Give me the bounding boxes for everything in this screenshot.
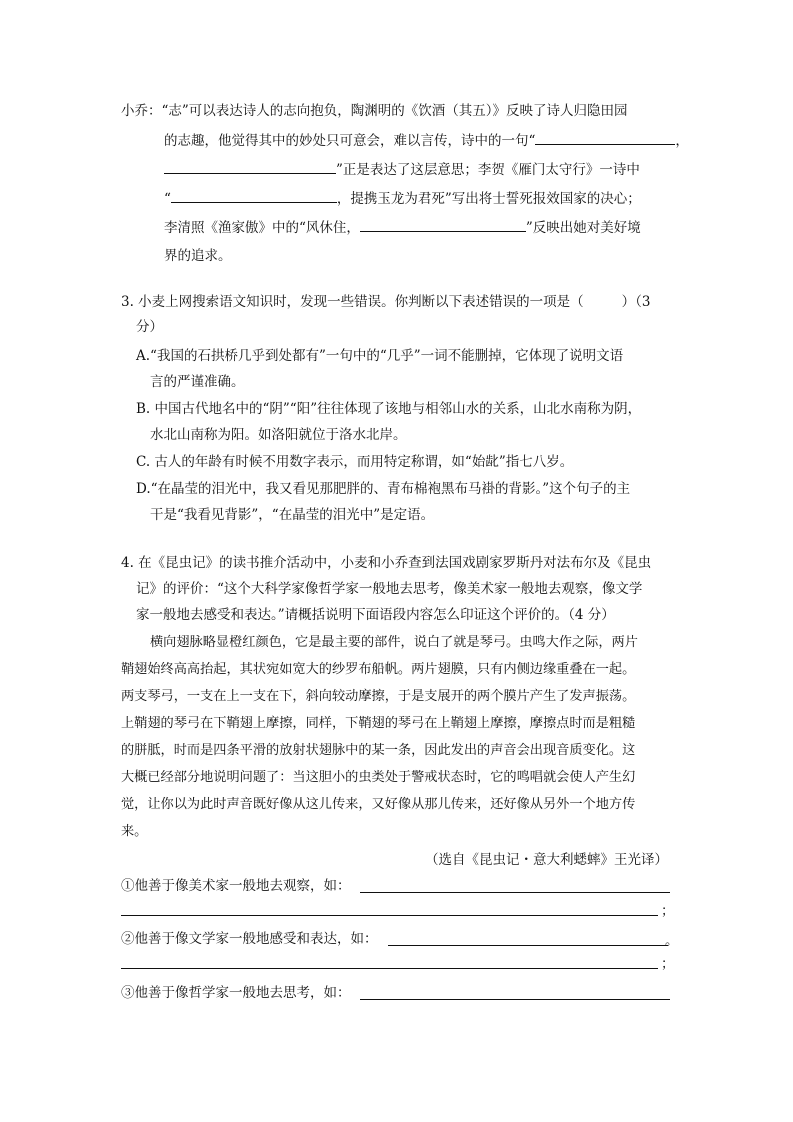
q3-stem-text: 3. 小麦上网搜索语文知识时，发现一些错误。你判断以下表述错误的一项是（ (121, 294, 584, 310)
q2-line-5-text: 李清照《渔家傲》中的“风休住， (164, 220, 360, 236)
q2-line-2-comma: ， (675, 133, 689, 149)
q4-passage-line: 的胼胝，时而是四条平滑的放射状翅脉中的某一条，因此发出的声音会出现音质变化。这 (121, 743, 636, 758)
q2-line-1: 小乔：“志”可以表达诗人的志向抱负，陶渊明的《饮酒（其五）》反映了诗人归隐田园 (121, 103, 628, 119)
answer-line-2b[interactable] (121, 968, 658, 969)
q2-line-4-text: ，提携玉龙为君死”写出将士誓死报效国家的决心； (336, 191, 641, 207)
q4-answer-1-semicolon: ； (661, 903, 675, 919)
q2-line-6: 界的追求。 (164, 248, 232, 264)
q3-option-d-cont: 干是“我看见背影”，“在晶莹的泪光中”是定语。 (150, 507, 435, 523)
q4-answer-3-label: ③他善于像哲学家一般地去思考，如： (121, 985, 351, 1001)
q3-option-a-cont: 言的严谨准确。 (150, 374, 245, 390)
answer-blank[interactable] (535, 131, 675, 145)
q4-passage-line: 觉，让你以为此时声音既好像从这儿传来，又好像从那儿传来，还好像从另外一个地方传 (121, 797, 636, 812)
answer-line-2a[interactable] (388, 945, 668, 946)
answer-line-1a[interactable] (360, 892, 670, 893)
answer-blank[interactable] (360, 218, 526, 232)
answer-line-1b[interactable] (121, 915, 658, 916)
q4-answer-2-semicolon: ； (661, 956, 675, 972)
q4-source: （选自《昆虫记・意大利蟋蟀》王光译） (425, 852, 668, 868)
q4-stem-2: 记》的评价：“这个大科学家像哲学家一般地去思考，像美术家一般地去观察，像文学 (136, 581, 643, 597)
q4-answer-2-label: ②他善于像文学家一般地感受和表达，如： (121, 931, 378, 947)
q2-line-3 (164, 160, 640, 179)
q3-stem-score: ）（3 (621, 294, 651, 310)
q3-stem-2: 分） (136, 319, 163, 335)
q3-option-d: D.“在晶莹的泪光中，我又看见那肥胖的、青布棉袍黑布马褂的背影。”这个句子的主 (136, 481, 631, 497)
q4-passage-line: 大概已经部分地说明问题了：当这胆小的虫类处于警戒状态时，它的鸣唱就会使人产生幻 (121, 770, 636, 785)
q2-line-5-tail: ”反映出她对美好境 (525, 220, 641, 236)
q4-passage-line: 横向翅脉略显橙红颜色，它是最主要的部件，说白了就是琴弓。虫鸣大作之际，两片 (150, 635, 638, 650)
q3-option-a: A.“我国的石拱桥几乎到处都有”一句中的“几乎”一词不能删掉，它体现了说明文语 (136, 348, 624, 364)
q2-line-5 (164, 218, 641, 237)
q3-option-b-cont: 水北山南称为阳。如洛阳就位于洛水北岸。 (150, 427, 407, 443)
q4-passage-line: 来。 (121, 824, 148, 839)
answer-blank[interactable] (164, 160, 336, 174)
q4-passage-line: 两支琴弓，一支在上一支在下，斜向较动摩擦，于是支展开的两个膜片产生了发声振荡。 (121, 689, 636, 704)
q4-passage-line: 鞘翅始终高高抬起，其状宛如宽大的纱罗布船帆。两片翅膜，只有内侧边缘重叠在一起。 (121, 662, 636, 677)
q2-line-2 (164, 131, 689, 150)
q4-answer-1-label: ①他善于像美术家一般地去观察，如： (121, 878, 351, 894)
q4-answer-2-dot: 。 (665, 933, 679, 949)
q3-stem (121, 293, 651, 311)
q4-passage-line: 上鞘翅的琴弓在下鞘翅上摩擦，同样，下鞘翅的琴弓在上鞘翅上摩擦，摩擦点时而是粗糙 (121, 716, 636, 731)
q3-option-b: B. 中国古代地名中的“阴”“阳”往往体现了该地与相邻山水的关系，山北水南称为阴， (136, 401, 642, 417)
q2-line-2-text: 的志趣，他觉得其中的妙处只可意会，难以言传，诗中的一句“ (164, 133, 536, 149)
q2-line-3-text: ”正是表达了这层意思；李贺《雁门太守行》一诗中 (336, 162, 640, 178)
q4-stem-1: 4. 在《昆虫记》的读书推介活动中，小麦和小乔查到法国戏剧家罗斯丹对法布尔及《昆虫 (121, 555, 652, 571)
answer-paren-blank[interactable] (584, 293, 622, 306)
answer-blank[interactable] (171, 189, 337, 203)
answer-line-3a[interactable] (360, 999, 670, 1000)
q2-line-4 (164, 189, 641, 208)
q2-line-4-quote: “ (164, 191, 171, 207)
q4-stem-3: 家一般地去感受和表达。”请概括说明下面语段内容怎么印证这个评价的。（4 分） (136, 607, 615, 623)
q3-option-c: C. 古人的年龄有时候不用数字表示，而用特定称谓，如“始龀”指七八岁。 (136, 454, 574, 470)
